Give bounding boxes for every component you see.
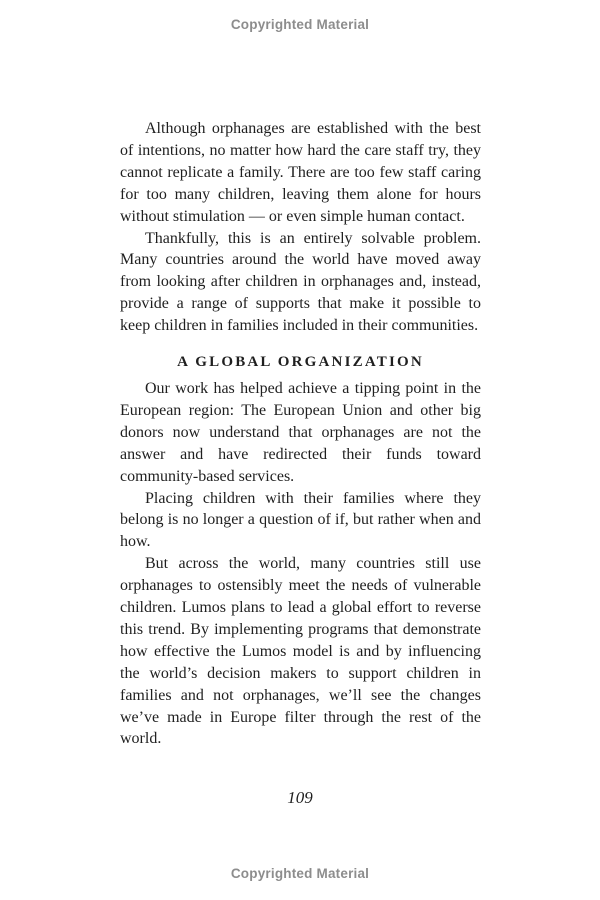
copyright-banner-bottom: Copyrighted Material — [230, 866, 370, 881]
copyright-banner-top: Copyrighted Material — [230, 17, 370, 32]
paragraph: Our work has helped achieve a tipping point in the European region: The European Union and other big donors now understand that orphanages are not the answer and have redirected their funds toward community-based services. — [120, 379, 481, 485]
paragraph: But across the world, many countries still use orphanages to ostensibly meet the needs of vulnerable children. Lumos plans to lead a global effort to reverse this trend. By implementing programs that demonstrate how effective the Lumos model is and by influencing the world’s decision makers to support children in families and not orphanages, we’ll see the changes we’ve made in Europe filter through the rest of the world. — [120, 555, 481, 748]
body-text-block — [120, 118, 481, 750]
paragraph: Thankfully, this is an entirely solvable problem. Many countries around the world have moved away from looking after children in orphanages and, instead, provide a range of supports that make it possible to keep children in families included in their communities. — [120, 229, 481, 335]
paragraph: Placing children with their families where they belong is no longer a question of if, but rather when and how. — [120, 489, 481, 551]
paragraph: Although orphanages are established with the best of intentions, no matter how hard the care staff try, they cannot replicate a family. There are too few staff caring for too many children, leaving them alone for hours without stimulation — or even simple human contact. — [120, 120, 481, 225]
section-heading: A GLOBAL ORGANIZATION — [177, 354, 424, 371]
page-number: 109 — [287, 788, 313, 807]
